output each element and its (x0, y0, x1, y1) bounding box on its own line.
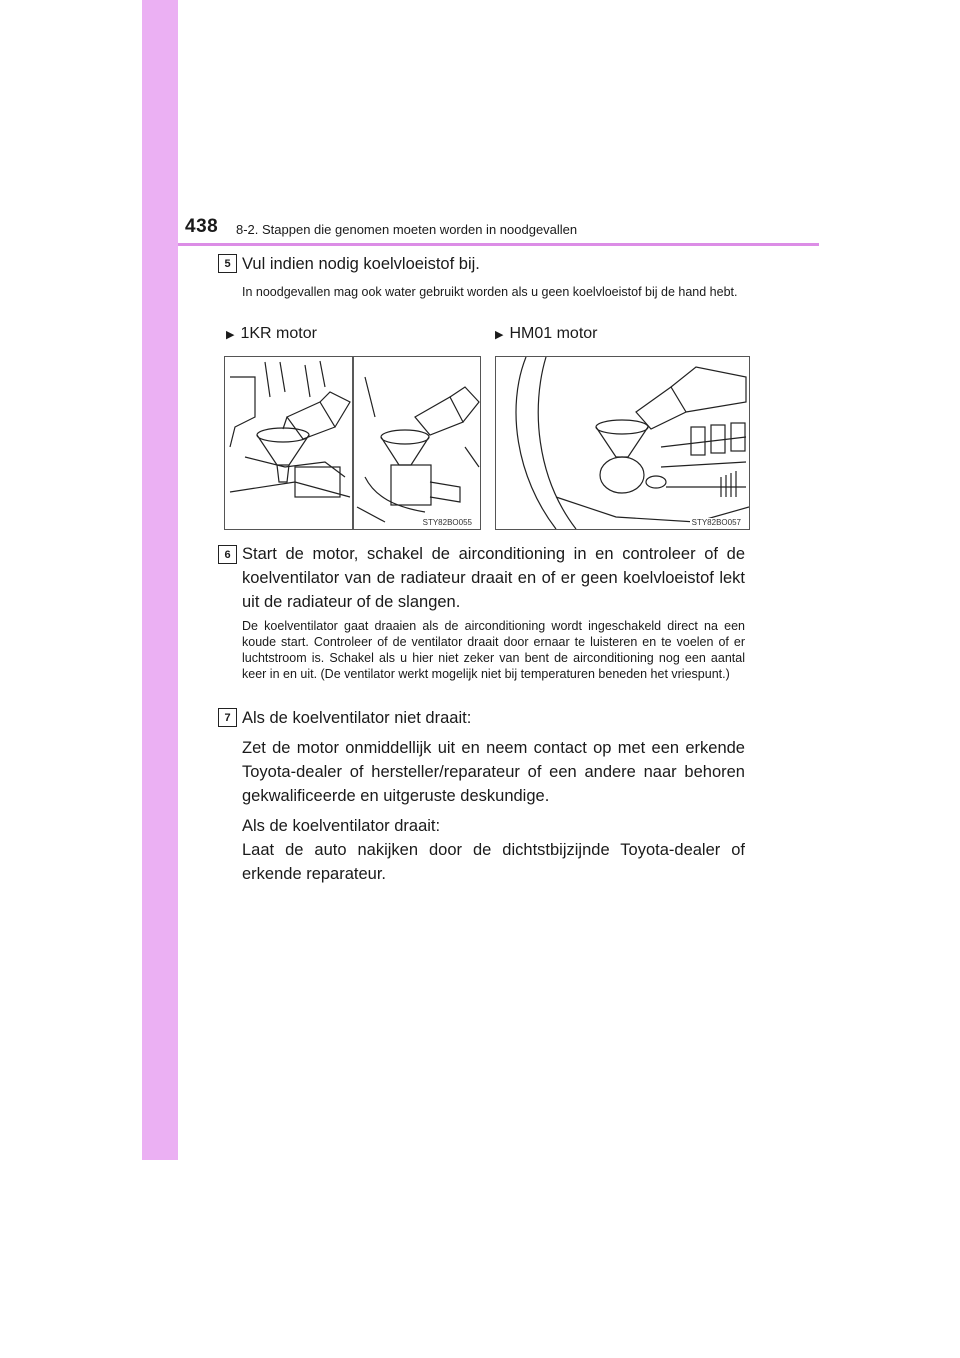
step-7-action-not-running: Zet de motor onmiddellijk uit en neem contact op met een erkende Toyota-dealer of hersteller/reparateur of een andere naar behoren gekwalificeerde en uitgeruste deskundige. (242, 739, 745, 805)
step-6-note: De koelventilator gaat draaien als de airconditioning wordt ingeschakeld direct na een koude start. Controleer of de ventilator draait door ernaar te luisteren en te voelen of er luchtstroom is. Schakel als u hier niet zeker van bent de airconditioning nog een aantal keer in en uit. (De ventilator werkt mogelijk niet bij temperaturen beneden het vriespunt.) (242, 619, 745, 681)
header-rule (178, 243, 819, 246)
figure-code-1kr: STY82BO055 (422, 518, 472, 527)
page-number: 438 (185, 216, 219, 237)
running-header: 8-2. Stappen die genomen moeten worden in noodgevallen (236, 222, 578, 237)
step-7-action-running: Laat de auto nakijken door de dichtstbijzijnde Toyota-dealer of erkende reparateur. (242, 841, 745, 883)
figure-caption-1kr-label: 1KR motor (240, 325, 317, 342)
triangle-bullet-icon: ▶ (495, 329, 504, 341)
triangle-bullet-icon: ▶ (226, 329, 235, 341)
step-badge-5: 5 (218, 254, 237, 273)
figure-hm01-illustration (495, 356, 750, 530)
figure-1kr-illustration (224, 356, 481, 530)
figure-caption-hm01 (495, 325, 598, 343)
step-badge-6: 6 (218, 545, 237, 564)
step-6-title: Start de motor, schakel de airconditioning in en controleer of de koelventilator van de radiateur draait en of er geen koelvloeistof lekt uit de radiateur of de slangen. (242, 545, 745, 611)
figure-caption-hm01-label: HM01 motor (509, 325, 598, 342)
step-7-condition-running: Als de koelventilator draait: (242, 817, 441, 835)
step-7-condition-not-running: Als de koelventilator niet draait: (242, 709, 472, 727)
side-color-band (142, 0, 178, 1160)
figure-code-hm01: STY82BO057 (691, 518, 741, 527)
figure-caption-1kr (226, 325, 317, 343)
step-7-body (242, 706, 745, 886)
step-badge-7: 7 (218, 708, 237, 727)
step-5-title: Vul indien nodig koelvloeistof bij. (242, 255, 480, 273)
step-5-note: In noodgevallen mag ook water gebruikt worden als u geen koelvloeistof bij de hand hebt. (242, 285, 738, 299)
